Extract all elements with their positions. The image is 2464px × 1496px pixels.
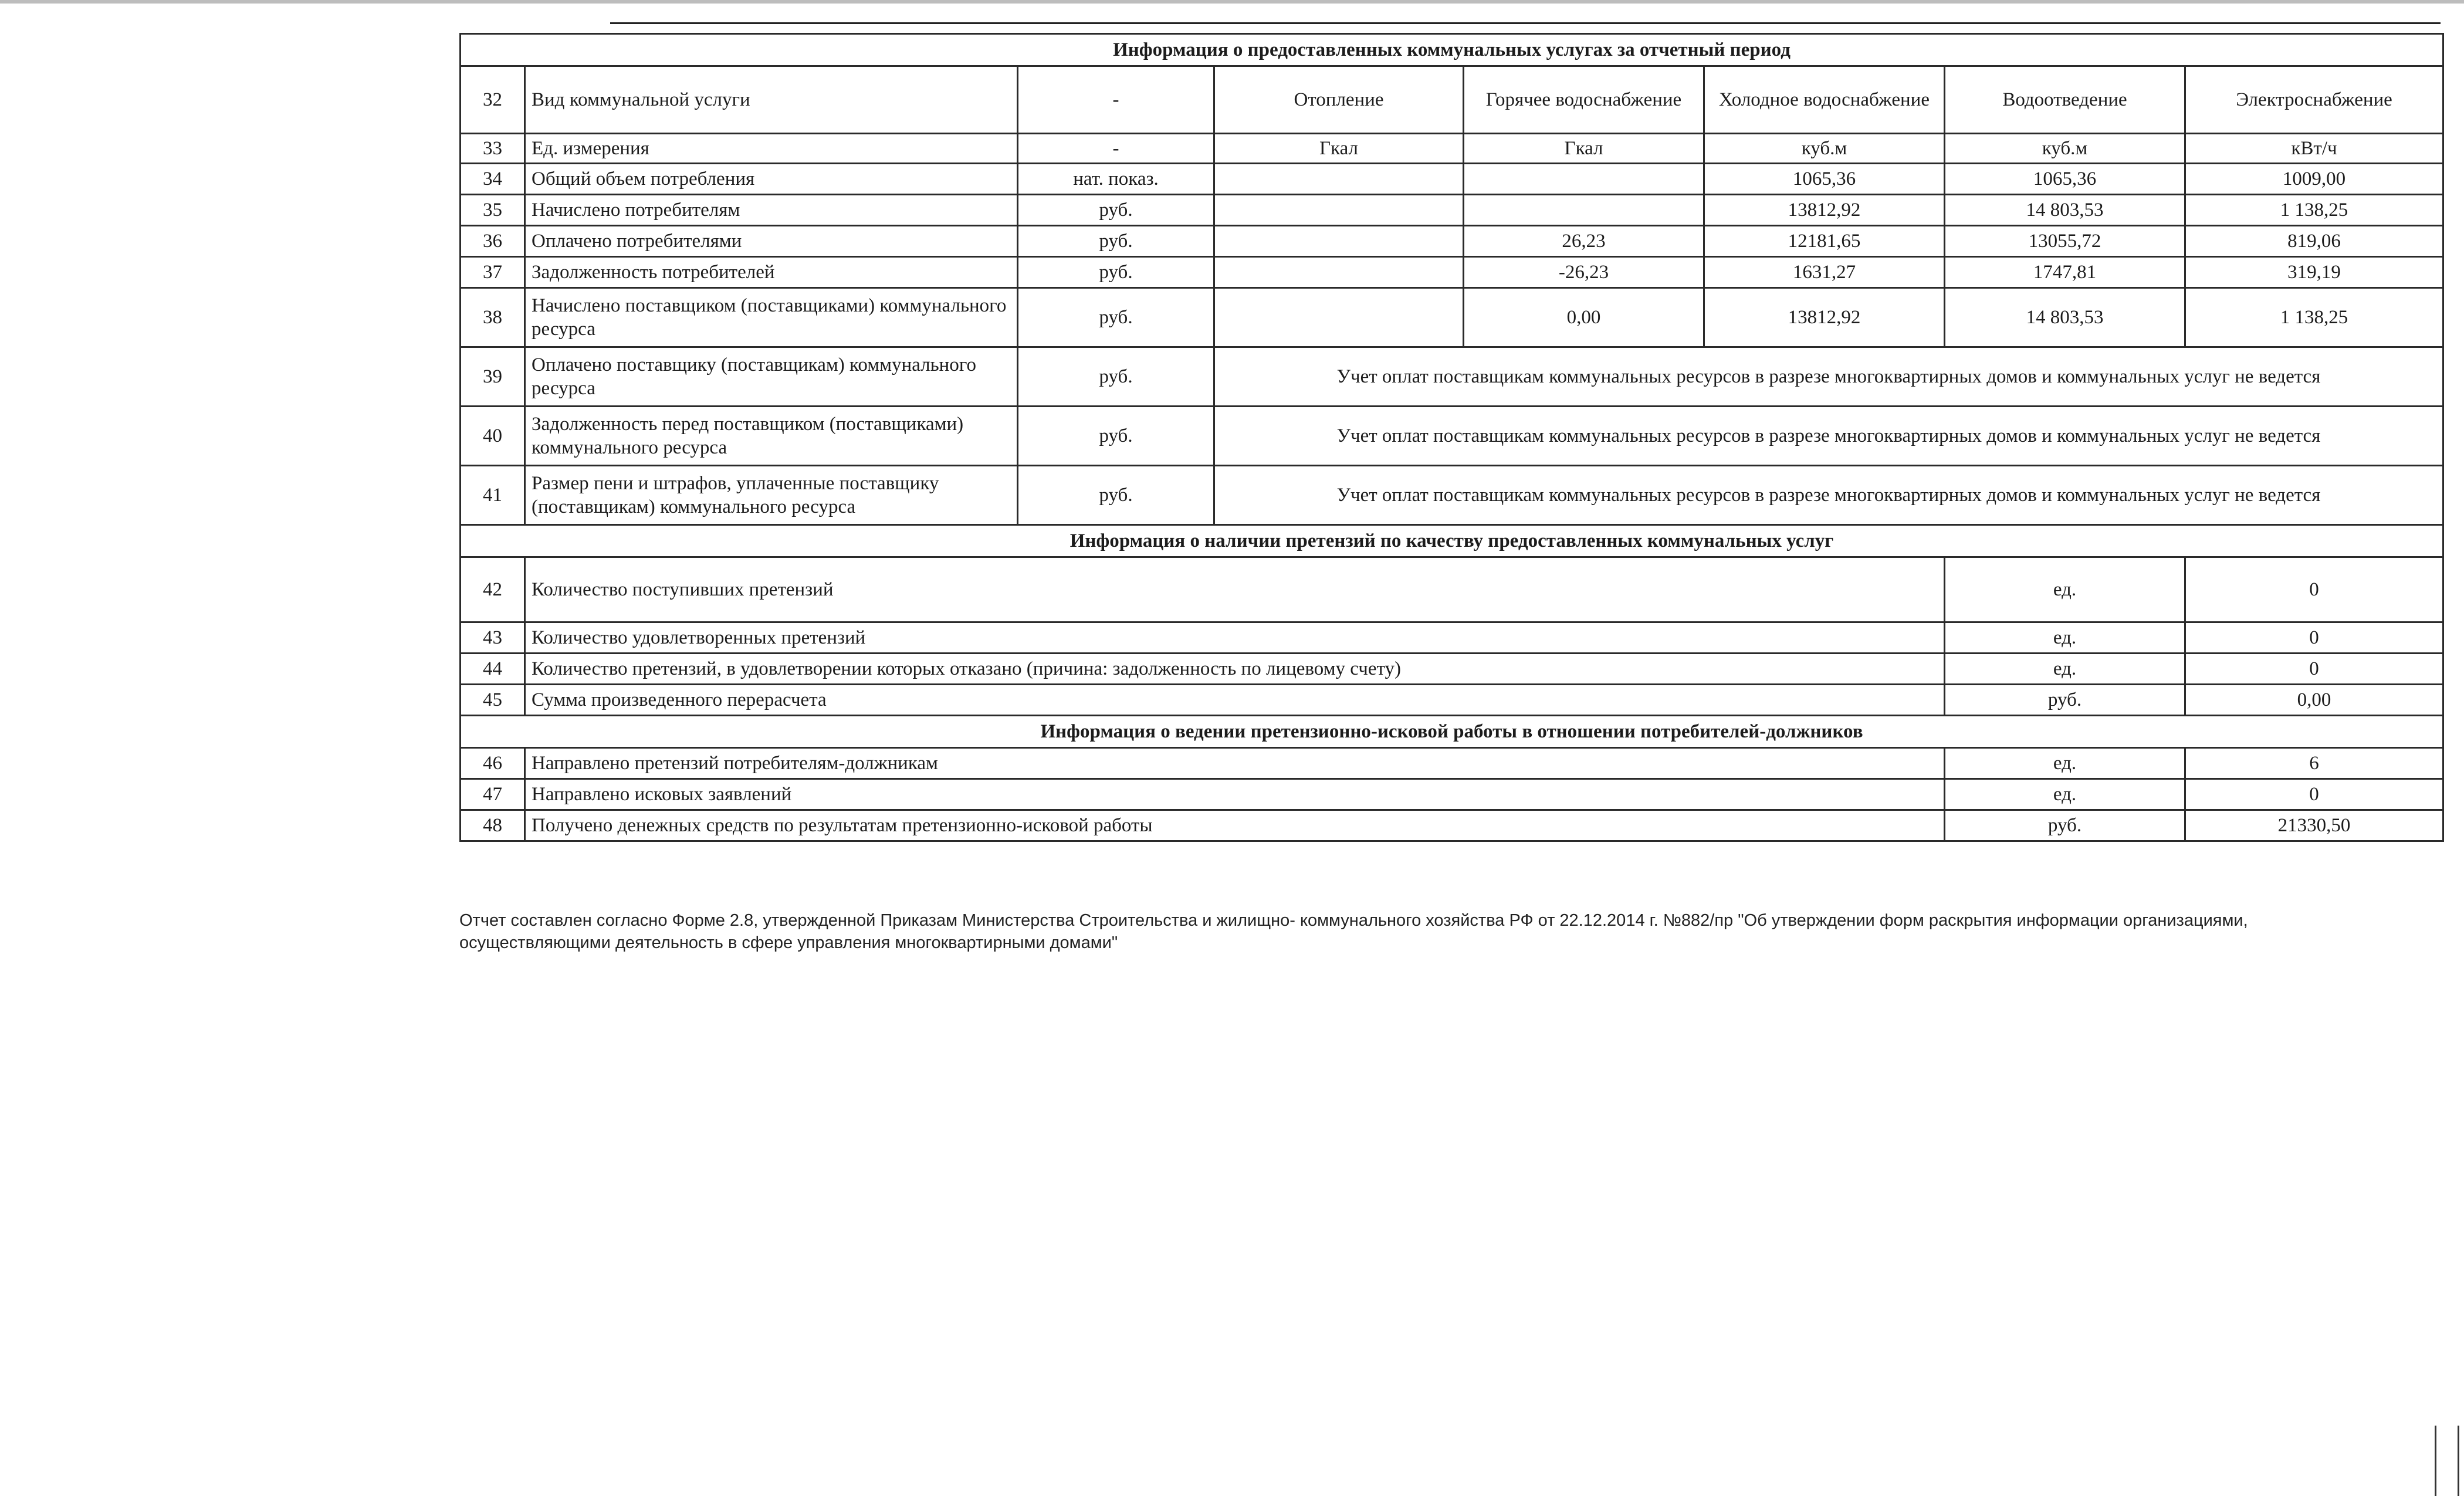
value-cell: 0 [2185,779,2443,810]
value-cell [1214,288,1464,347]
section-title-row [461,716,2443,748]
table-row [461,622,2443,654]
merged-note-cell: Учет оплат поставщикам коммунальных ресурсов в разрезе многоквартирных домов и коммунальных услуг не ведется [1214,347,2443,407]
row-number: 40 [461,407,525,466]
row-label: Направлено претензий потребителям-должникам [525,748,1945,779]
unit-cell: руб. [1018,288,1214,347]
unit-cell: ед. [1945,748,2185,779]
table-row [461,195,2443,226]
table-row [461,685,2443,716]
table-row [461,288,2443,347]
value-cell: 26,23 [1464,226,1704,257]
unit-cell: ед. [1945,779,2185,810]
unit-cell: руб. [1018,257,1214,288]
row-number: 42 [461,557,525,622]
row-label: Ед. измерения [525,134,1018,164]
header-row [461,66,2443,134]
value-cell: 1065,36 [1945,164,2185,195]
value-cell [1464,164,1704,195]
row-number: 47 [461,779,525,810]
row-number: 43 [461,622,525,654]
table-row [461,164,2443,195]
unit-cell: руб. [1945,810,2185,841]
section-title-services: Информация о предоставленных коммунальных услугах за отчетный период [461,34,2443,66]
unit-cell: ед. [1945,622,2185,654]
value-cell: 13812,92 [1704,195,1945,226]
table-row [461,810,2443,841]
row-number: 45 [461,685,525,716]
row-number: 34 [461,164,525,195]
value-cell: 13812,92 [1704,288,1945,347]
table-row [461,347,2443,407]
value-cell: 12181,65 [1704,226,1945,257]
section-title-row [461,525,2443,557]
table-row [461,654,2443,685]
unit-cell: ед. [1945,557,2185,622]
value-cell: 14 803,53 [1945,288,2185,347]
value-cell: 1 138,25 [2185,195,2443,226]
unit-cell: нат. показ. [1018,164,1214,195]
table-row [461,748,2443,779]
footer-note [459,909,2307,954]
value-cell: 0,00 [2185,685,2443,716]
unit-cell: руб. [1018,347,1214,407]
value-cell: 0,00 [1464,288,1704,347]
unit-cell: руб. [1018,466,1214,525]
utilities-report-table [459,33,2444,842]
row-label: Начислено потребителям [525,195,1018,226]
value-cell [1214,195,1464,226]
value-cell [1214,257,1464,288]
footer-line: осуществляющими деятельность в сфере управления многоквартирными домами" [459,933,1118,952]
unit-cell: руб. [1018,407,1214,466]
row-label: Получено денежных средств по результатам претензионно-исковой работы [525,810,1945,841]
value-cell: 21330,50 [2185,810,2443,841]
value-cell: 1747,81 [1945,257,2185,288]
value-cell [1214,226,1464,257]
section-title-lawsuit: Информация о ведении претензионно-исковой работы в отношении потребителей-должников [461,716,2443,748]
service-electricity: Электроснабжение [2185,66,2443,134]
row-label: Количество поступивших претензий [525,557,1945,622]
value-cell: кВт/ч [2185,134,2443,164]
value-cell: Гкал [1214,134,1464,164]
row-number: 37 [461,257,525,288]
value-cell: 0 [2185,622,2443,654]
unit-cell: руб. [1018,226,1214,257]
row-number: 33 [461,134,525,164]
units-row [461,134,2443,164]
scan-top-edge [0,0,2464,4]
table-row [461,779,2443,810]
row-number: 32 [461,66,525,134]
table-row [461,466,2443,525]
value-cell: куб.м [1945,134,2185,164]
value-cell [1464,195,1704,226]
merged-note-cell: Учет оплат поставщикам коммунальных ресурсов в разрезе многоквартирных домов и коммунальных услуг не ведется [1214,407,2443,466]
row-number: 41 [461,466,525,525]
table-row [461,257,2443,288]
value-cell: куб.м [1704,134,1945,164]
row-number: 39 [461,347,525,407]
value-cell [1214,164,1464,195]
service-cold-water: Холодное водоснабжение [1704,66,1945,134]
row-label: Общий объем потребления [525,164,1018,195]
section-title-row [461,34,2443,66]
row-number: 35 [461,195,525,226]
scan-edge-marks [2435,1426,2459,1496]
row-label: Количество претензий, в удовлетворении которых отказано (причина: задолженность по лицевому счету) [525,654,1945,685]
value-cell: 319,19 [2185,257,2443,288]
row-label: Количество удовлетворенных претензий [525,622,1945,654]
value-cell: 1 138,25 [2185,288,2443,347]
service-heating: Отопление [1214,66,1464,134]
row-label: Оплачено потребителями [525,226,1018,257]
value-cell: 14 803,53 [1945,195,2185,226]
row-label: Задолженность перед поставщиком (поставщиками) коммунального ресурса [525,407,1018,466]
row-number: 36 [461,226,525,257]
unit-cell: - [1018,66,1214,134]
row-label: Вид коммунальной услуги [525,66,1018,134]
row-label: Направлено исковых заявлений [525,779,1945,810]
row-number: 44 [461,654,525,685]
row-number: 46 [461,748,525,779]
unit-cell: руб. [1018,195,1214,226]
footer-line: Отчет составлен согласно Форме 2.8, утвержденной Приказам Министерства Строительства и жилищно- коммунального хозяйства РФ от 22.12.2014 г. №882/пр "Об утверждении форм раскрытия информации организациями, [459,911,2248,930]
value-cell: 819,06 [2185,226,2443,257]
unit-cell: - [1018,134,1214,164]
table-row [461,407,2443,466]
value-cell: 1009,00 [2185,164,2443,195]
row-label: Задолженность потребителей [525,257,1018,288]
value-cell: 1065,36 [1704,164,1945,195]
table-row [461,557,2443,622]
row-number: 38 [461,288,525,347]
row-label: Размер пени и штрафов, уплаченные поставщику (поставщикам) коммунального ресурса [525,466,1018,525]
value-cell: 1631,27 [1704,257,1945,288]
row-number: 48 [461,810,525,841]
section-title-claims: Информация о наличии претензий по качеству предоставленных коммунальных услуг [461,525,2443,557]
value-cell: -26,23 [1464,257,1704,288]
value-cell: 13055,72 [1945,226,2185,257]
value-cell: Гкал [1464,134,1704,164]
row-label: Начислено поставщиком (поставщиками) коммунального ресурса [525,288,1018,347]
row-label: Оплачено поставщику (поставщикам) коммунального ресурса [525,347,1018,407]
value-cell: 6 [2185,748,2443,779]
unit-cell: ед. [1945,654,2185,685]
service-hot-water: Горячее водоснабжение [1464,66,1704,134]
row-label: Сумма произведенного перерасчета [525,685,1945,716]
value-cell: 0 [2185,654,2443,685]
merged-note-cell: Учет оплат поставщикам коммунальных ресурсов в разрезе многоквартирных домов и коммунальных услуг не ведется [1214,466,2443,525]
top-rule [610,22,2441,24]
service-sewerage: Водоотведение [1945,66,2185,134]
unit-cell: руб. [1945,685,2185,716]
value-cell: 0 [2185,557,2443,622]
table-row [461,226,2443,257]
